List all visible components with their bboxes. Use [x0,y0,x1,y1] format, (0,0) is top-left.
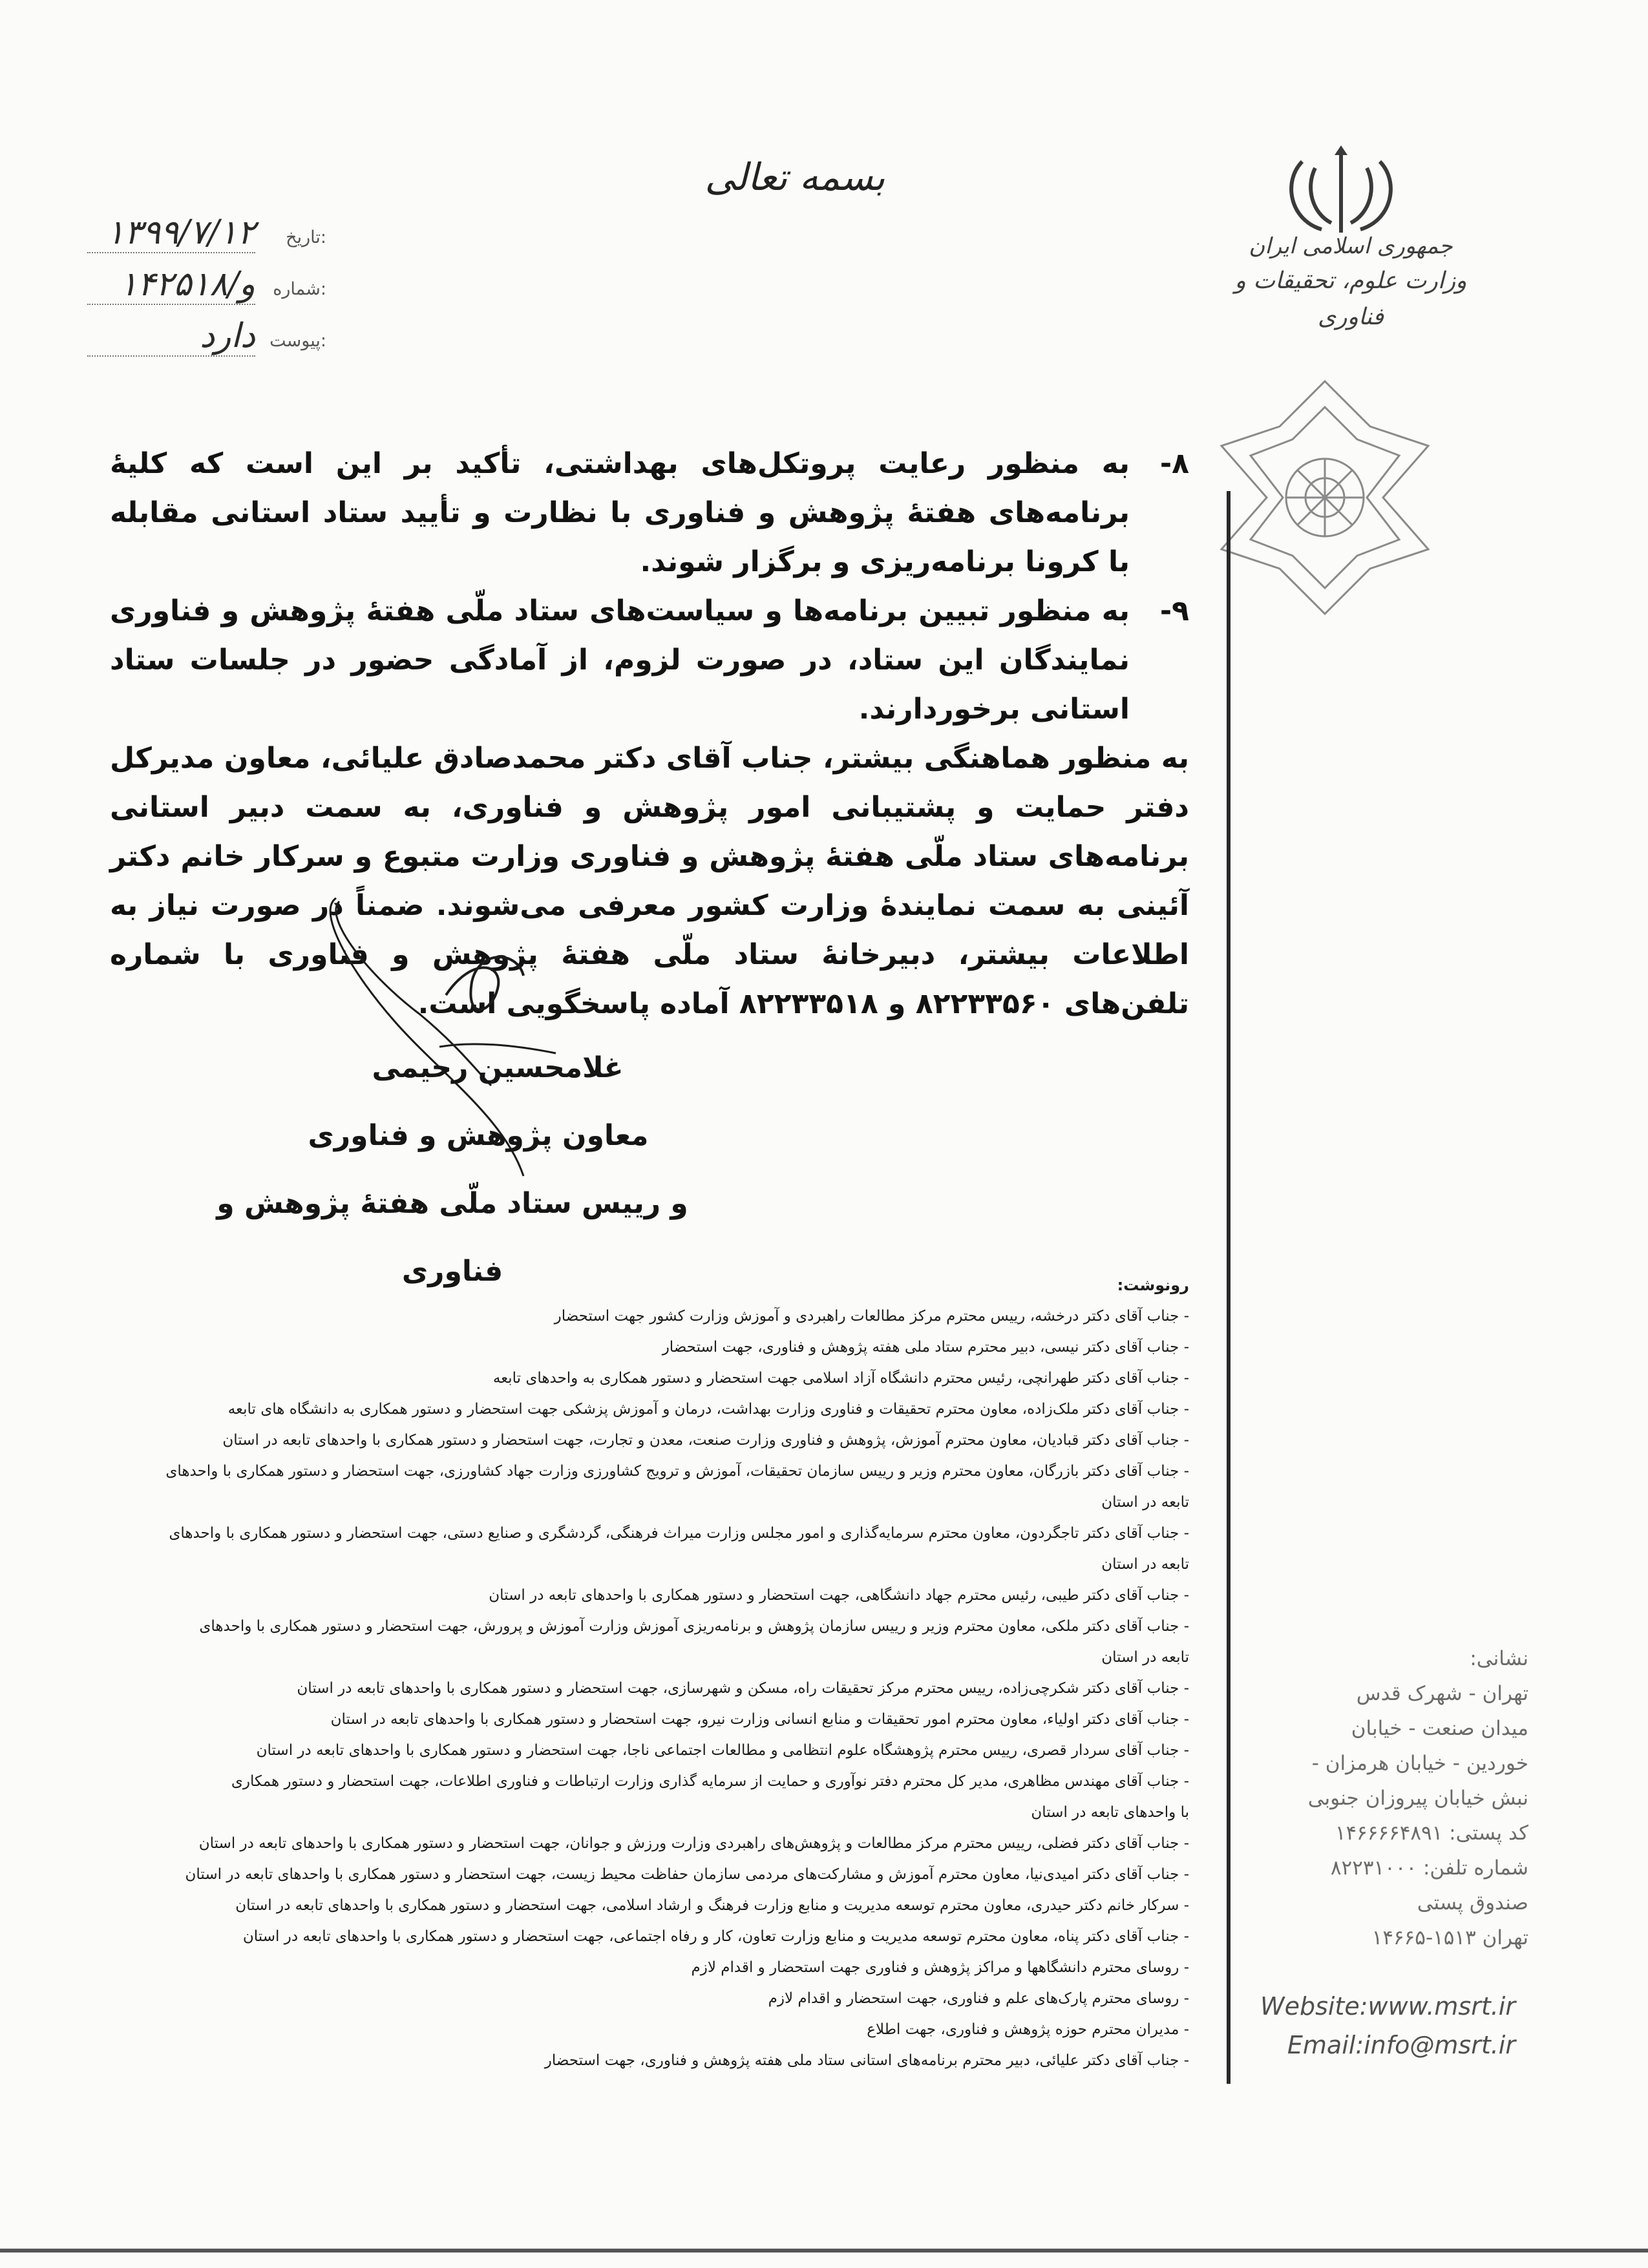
website-link[interactable]: Website:www.msrt.ir [1260,1992,1516,2021]
list-item: - روسای محترم پارک‌های علم و فناوری، جهت استحضار و اقدام لازم [768,1990,1189,2007]
signer-title-2: و رییس ستاد ملّی هفتهٔ پژوهش و فناوری [217,1187,688,1288]
list-item: تابعه در استان [1101,1494,1189,1511]
email-link[interactable]: Email:info@msrt.ir [1287,2031,1516,2059]
attachment-row [90,317,336,368]
list-item: - جناب آقای مهندس مظاهری، مدیر کل محترم دفتر نوآوری و حمایت از سرمایه گذاری وزارت ارتباطات و فناوری اطلاعات، جهت استحضار و دستور همکاری [231,1773,1189,1790]
list-item: - جناب آقای دکتر ملکی، معاون محترم وزیر و رییس سازمان پژوهش و برنامه‌ریزی آموزش وزارت آموزش و پرورش، جهت استحضار و دستور همکاری با واحدهای [199,1618,1189,1635]
cc-list [129,1270,1189,2076]
list-item-9 [110,587,1189,734]
date-label: تاریخ: [286,227,326,247]
list-item: - جناب آقای سردار قصری، رییس محترم پژوهشگاه علوم انتظامی و مطالعات اجتماعی ناجا، جهت استحضار و دستور همکاری با واحدهای تابعه در استان [256,1742,1189,1759]
list-item: - جناب آقای دکتر ملک‌زاده، معاون محترم تحقیقات و فناوری وزارت بهداشت، درمان و آموزش پزشکی جهت استحضار و دستور همکاری به دانشگاه های تابعه [227,1401,1189,1418]
item-8-text: به منظور رعایت پروتکل‌های بهداشتی، تأکید بر این است که کلیهٔ برنامه‌های هفتهٔ پژوهش و فناوری با نظارت و تأیید ستاد استانی مقابله با کرونا برنامه‌ریزی و برگزار شوند. [110,447,1130,578]
address-line: نبش خیابان پیروزان جنوبی [1307,1787,1528,1810]
date-row [90,213,336,265]
list-item: - مدیران محترم حوزه پژوهش و فناوری، جهت اطلاع [867,2021,1189,2038]
phone-number: شماره تلفن: ۸۲۲۳۱۰۰۰ [1330,1856,1528,1880]
contact-block [1231,1641,1528,1955]
list-item: - جناب آقای دکتر فضلی، رییس محترم مرکز مطالعات و پژوهش‌های راهبردی وزارت ورزش و جوانان، جهت استحضار و دستور همکاری با واحدهای تابعه در استان [198,1835,1189,1852]
number-label: شماره: [273,279,326,299]
list-item: - جناب آقای دکتر قبادیان، معاون محترم آموزش، پژوهش و فناوری وزارت صنعت، معدن و تجارت، جهت استحضار و دستور همکاری با واحدهای تابعه در استان [222,1432,1189,1449]
scan-edge-line [0,2249,1648,2252]
list-item: - جناب آقای دکتر تاجگردون، معاون محترم سرمایه‌گذاری و امور مجلس وزارت میراث فرهنگی، گردشگری و صنایع دستی، جهت استحضار و دستور همکاری با واحدهای [169,1525,1189,1542]
attachment-value: دارد [87,317,255,357]
signer-title-1: معاون پژوهش و فناوری [308,1119,649,1152]
number-value: ۱۴۲۵۱۸/و [87,265,255,305]
list-item: - روسای محترم دانشگاهها و مراکز پژوهش و فناوری جهت استحضار و اقدام لازم [691,1959,1189,1976]
body-paragraph: به منظور هماهنگی بیشتر، جناب آقای دکتر محمدصادق علیائی، معاون مدیرکل دفتر حمایت و پشتیبانی امور پژوهش و فناوری، به سمت دبیر استانی برنامه‌های ستاد ملّی هفتهٔ پژوهش و فناوری وزارت متبوع و سرکار خانم دکتر آئینی به سمت نمایندهٔ وزارت کشور معرفی می‌شوند. ضمناً در صورت نیاز به اطلاعات بیشتر، دبیرخانهٔ ستاد ملّی هفتهٔ پژوهش و فناوری با شماره تلفن‌های ۸۲۲۳۳۵۶۰ و ۸۲۲۳۳۵۱۸ آماده پاسخگویی است. [110,742,1189,1020]
letter-meta [90,213,336,368]
number-row [90,265,336,317]
po-box-label: صندوق پستی [1417,1891,1528,1915]
list-item: تابعه در استان [1101,1649,1189,1666]
list-item: - جناب آقای دکتر نیسی، دبیر محترم ستاد ملی هفته پژوهش و فناوری، جهت استحضار [662,1339,1189,1356]
ministry-line-2: وزارت علوم، تحقیقات و فناوری [1234,268,1467,330]
list-item: - جناب آقای دکتر پناه، معاون محترم توسعه مدیریت و منابع وزارت تعاون، کار و رفاه اجتماعی، جهت استحضار و دستور همکاری با واحدهای تابعه در استان [242,1928,1189,1945]
list-item: - جناب آقای دکتر علیائی، دبیر محترم برنامه‌های استانی ستاد ملی هفته پژوهش و فناوری، جهت استحضار [544,2052,1189,2069]
postal-code: کد پستی: ۱۴۶۶۶۶۴۸۹۱ [1335,1822,1528,1845]
vertical-divider [1227,491,1231,2084]
item-8-number: ۸- [1159,447,1189,480]
attachment-label: پیوست: [269,331,326,351]
po-box-value: تهران ۱۵۱۳-۱۴۶۶۵ [1371,1926,1528,1949]
list-item: - جناب آقای دکتر شکرچی‌زاده، رییس محترم مرکز تحقیقات راه، مسکن و شهرسازی، جهت استحضار و دستور همکاری با واحدهای تابعه در استان [297,1680,1189,1697]
list-item: - جناب آقای دکتر اولیاء، معاون محترم امور تحقیقات و منابع انسانی وزارت نیرو، جهت استحضار و دستور همکاری با واحدهای تابعه در استان [330,1711,1189,1728]
cc-title: رونوشت: [1117,1276,1189,1294]
list-item: - سرکار خانم دکتر حیدری، معاون محترم توسعه مدیریت و منابع وزارت فرهنگ و ارشاد اسلامی، جهت استحضار و دستور همکاری با واحدهای تابعه در استان [235,1897,1189,1914]
address-line: خوردین - خیابان هرمزان - [1311,1752,1528,1775]
address-line: میدان صنعت - خیابان [1351,1717,1528,1740]
list-item: - جناب آقای دکتر درخشه، رییس محترم مرکز مطالعات راهبردی و آموزش وزارت کشور جهت استحضار [554,1308,1189,1325]
address-label: نشانی: [1470,1647,1528,1670]
list-item: - جناب آقای دکتر بازرگان، معاون محترم وزیر و رییس سازمان تحقیقات، آموزش و ترویج کشاورزی وزارت جهاد کشاورزی، جهت استحضار و دستور همکاری با واحدهای [165,1463,1189,1480]
ornament-icon [1215,375,1435,620]
bismillah-heading: بسمه تعالی [704,155,885,199]
list-item: تابعه در استان [1101,1556,1189,1573]
ministry-name [1215,229,1486,335]
date-value: ۱۳۹۹/۷/۱۲ [87,213,255,253]
signer-name: غلامحسین رحیمی [372,1051,624,1084]
item-9-text: به منظور تبیین برنامه‌ها و سیاست‌های ستاد ملّی هفتهٔ پژوهش و فناوری نمایندگان این ستاد، در صورت لزوم، از آمادگی حضور در جلسات ستاد استانی برخوردارند. [110,594,1130,726]
list-item-8 [110,439,1189,587]
list-item: با واحدهای تابعه در استان [1031,1804,1189,1821]
list-item: - جناب آقای دکتر طهرانچی، رئیس محترم دانشگاه آزاد اسلامی جهت استحضار و دستور همکاری به واحدهای تابعه [492,1370,1189,1387]
signer-block [194,1034,711,1305]
emblem-icon [1283,142,1399,239]
list-item: - جناب آقای دکتر امیدی‌نیا، معاون محترم آموزش و مشارکت‌های مردمی سازمان حفاظت محیط زیست، جهت استحضار و دستور همکاری با واحدهای تابعه در استان [185,1866,1189,1883]
address-line: تهران - شهرک قدس [1356,1682,1528,1705]
item-9-number: ۹- [1159,594,1189,627]
web-contact [1231,1987,1516,2064]
list-item: - جناب آقای دکتر طیبی، رئیس محترم جهاد دانشگاهی، جهت استحضار و دستور همکاری با واحدهای تابعه در استان [489,1587,1189,1604]
ministry-line-1: جمهوری اسلامی ایران [1249,233,1453,259]
